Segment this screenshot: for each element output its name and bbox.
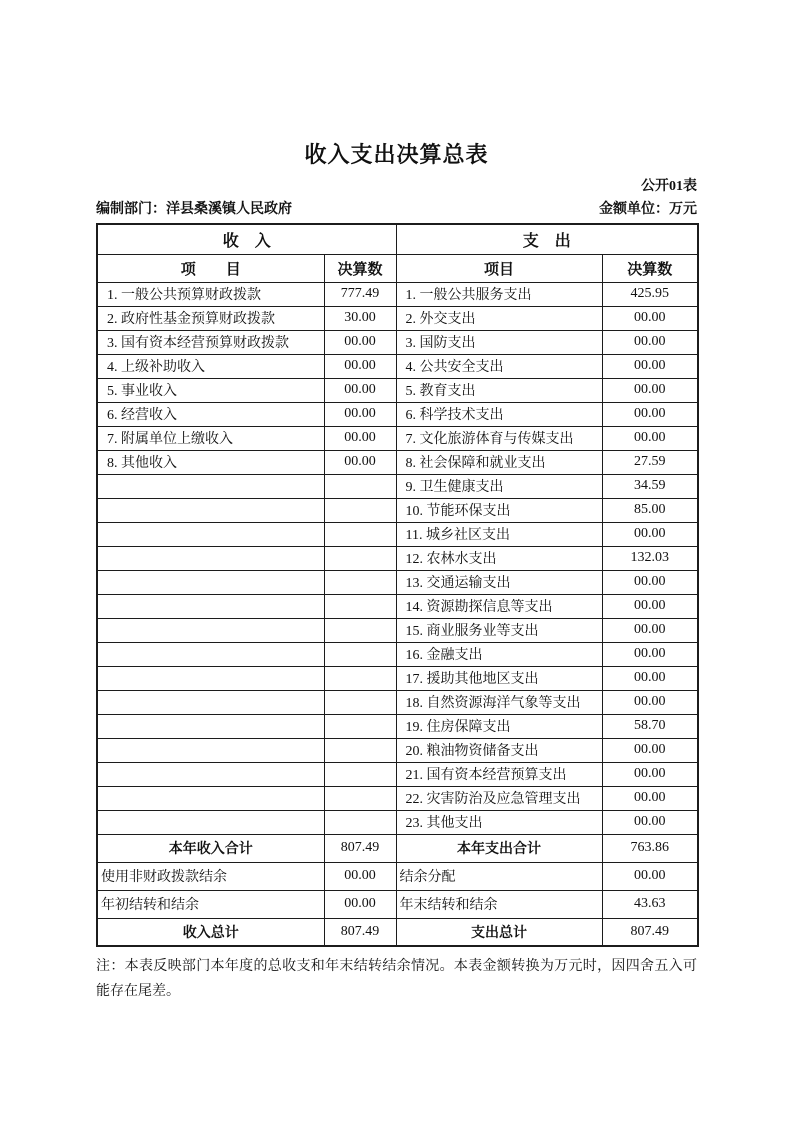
summary-row <box>97 890 698 918</box>
table-row <box>97 618 698 642</box>
expense-section-header: 支 出 <box>396 224 698 254</box>
income-value-cell <box>324 714 396 738</box>
expense-item-cell: 23. 其他支出 <box>396 810 602 834</box>
expense-value-cell: 58.70 <box>602 714 698 738</box>
income-value-cell <box>324 594 396 618</box>
income-value-column-header: 决算数 <box>324 254 396 282</box>
income-value-cell: 00.00 <box>324 450 396 474</box>
expense-item-cell: 3. 国防支出 <box>396 330 602 354</box>
table-row <box>97 450 698 474</box>
table-code-label: 公开01表 <box>641 179 697 194</box>
table-row <box>97 426 698 450</box>
page-title: 收入支出决算总表 <box>304 142 489 167</box>
expense-item-cell: 8. 社会保障和就业支出 <box>396 450 602 474</box>
income-value-cell: 777.49 <box>324 282 396 306</box>
expense-value-cell: 00.00 <box>602 594 698 618</box>
table-row <box>97 714 698 738</box>
income-value-cell <box>324 642 396 666</box>
expense-value-cell: 00.00 <box>602 354 698 378</box>
expense-summary-value-cell: 00.00 <box>602 862 698 890</box>
expense-item-cell: 21. 国有资本经营预算支出 <box>396 762 602 786</box>
expense-item-cell: 5. 教育支出 <box>396 378 602 402</box>
expense-value-cell: 00.00 <box>602 642 698 666</box>
income-item-cell: 7. 附属单位上缴收入 <box>97 426 324 450</box>
expense-item-cell: 14. 资源勘探信息等支出 <box>396 594 602 618</box>
expense-item-cell: 11. 城乡社区支出 <box>396 522 602 546</box>
expense-value-cell: 00.00 <box>602 330 698 354</box>
expense-item-cell: 22. 灾害防治及应急管理支出 <box>396 786 602 810</box>
income-item-cell <box>97 762 324 786</box>
expense-item-column-header: 项目 <box>396 254 602 282</box>
income-item-cell <box>97 522 324 546</box>
expense-value-cell: 00.00 <box>602 306 698 330</box>
income-value-cell <box>324 762 396 786</box>
expense-value-cell: 00.00 <box>602 402 698 426</box>
income-value-cell: 00.00 <box>324 426 396 450</box>
income-summary-item-cell: 收入总计 <box>97 918 324 946</box>
income-value-cell <box>324 474 396 498</box>
income-value-cell <box>324 786 396 810</box>
expense-summary-value-cell: 43.63 <box>602 890 698 918</box>
income-item-cell: 5. 事业收入 <box>97 378 324 402</box>
expense-item-cell: 20. 粮油物资储备支出 <box>396 738 602 762</box>
income-value-cell: 00.00 <box>324 378 396 402</box>
expense-item-cell: 9. 卫生健康支出 <box>396 474 602 498</box>
income-item-cell: 6. 经营收入 <box>97 402 324 426</box>
table-row <box>97 690 698 714</box>
income-summary-item-cell: 年初结转和结余 <box>97 890 324 918</box>
expense-summary-value-cell: 807.49 <box>602 918 698 946</box>
expense-item-cell: 16. 金融支出 <box>396 642 602 666</box>
income-value-cell <box>324 618 396 642</box>
income-value-cell: 30.00 <box>324 306 396 330</box>
income-item-cell: 2. 政府性基金预算财政拨款 <box>97 306 324 330</box>
expense-summary-item-cell: 本年支出合计 <box>396 834 602 862</box>
expense-item-cell: 18. 自然资源海洋气象等支出 <box>396 690 602 714</box>
table-row <box>97 762 698 786</box>
expense-value-cell: 132.03 <box>602 546 698 570</box>
income-item-cell <box>97 714 324 738</box>
table-body <box>97 282 698 946</box>
table-row <box>97 642 698 666</box>
expense-item-cell: 10. 节能环保支出 <box>396 498 602 522</box>
expense-item-cell: 13. 交通运输支出 <box>396 570 602 594</box>
expense-value-cell: 00.00 <box>602 738 698 762</box>
income-section-header: 收 入 <box>97 224 396 254</box>
expense-value-cell: 85.00 <box>602 498 698 522</box>
expense-value-cell: 00.00 <box>602 618 698 642</box>
table-row <box>97 522 698 546</box>
income-item-cell <box>97 666 324 690</box>
table-row <box>97 474 698 498</box>
expense-value-cell: 00.00 <box>602 570 698 594</box>
expense-value-cell: 00.00 <box>602 522 698 546</box>
expense-value-cell: 00.00 <box>602 762 698 786</box>
income-item-cell <box>97 690 324 714</box>
table-row <box>97 786 698 810</box>
income-value-cell: 00.00 <box>324 402 396 426</box>
table-row <box>97 306 698 330</box>
income-summary-value-cell: 00.00 <box>324 862 396 890</box>
income-item-cell: 8. 其他收入 <box>97 450 324 474</box>
income-item-cell <box>97 546 324 570</box>
income-item-cell <box>97 474 324 498</box>
income-item-cell <box>97 810 324 834</box>
income-summary-value-cell: 00.00 <box>324 890 396 918</box>
table-row <box>97 810 698 834</box>
income-summary-item-cell: 使用非财政拨款结余 <box>97 862 324 890</box>
income-item-cell <box>97 594 324 618</box>
income-item-cell <box>97 738 324 762</box>
table-row <box>97 354 698 378</box>
expense-item-cell: 15. 商业服务业等支出 <box>396 618 602 642</box>
expense-summary-item-cell: 年末结转和结余 <box>396 890 602 918</box>
expense-value-cell: 00.00 <box>602 786 698 810</box>
expense-value-cell: 00.00 <box>602 426 698 450</box>
summary-row <box>97 918 698 946</box>
expense-summary-item-cell: 结余分配 <box>396 862 602 890</box>
table-row <box>97 738 698 762</box>
expense-value-cell: 34.59 <box>602 474 698 498</box>
income-value-cell <box>324 666 396 690</box>
table-row <box>97 570 698 594</box>
income-item-cell: 3. 国有资本经营预算财政拨款 <box>97 330 324 354</box>
table-row <box>97 378 698 402</box>
income-value-cell <box>324 810 396 834</box>
expense-item-cell: 19. 住房保障支出 <box>396 714 602 738</box>
income-item-cell <box>97 642 324 666</box>
unit-label: 金额单位：万元 <box>599 202 697 217</box>
expense-value-cell: 00.00 <box>602 378 698 402</box>
column-header-row <box>97 254 698 282</box>
income-value-cell <box>324 498 396 522</box>
expense-value-cell: 00.00 <box>602 666 698 690</box>
table-row <box>97 666 698 690</box>
table-row <box>97 594 698 618</box>
income-item-cell <box>97 570 324 594</box>
expense-value-cell: 00.00 <box>602 690 698 714</box>
income-item-cell: 4. 上级补助收入 <box>97 354 324 378</box>
expense-item-cell: 6. 科学技术支出 <box>396 402 602 426</box>
income-summary-value-cell: 807.49 <box>324 918 396 946</box>
income-value-cell <box>324 570 396 594</box>
income-value-cell <box>324 690 396 714</box>
income-value-cell <box>324 738 396 762</box>
table-row <box>97 546 698 570</box>
income-item-cell: 1. 一般公共预算财政拨款 <box>97 282 324 306</box>
expense-value-cell: 27.59 <box>602 450 698 474</box>
table-row <box>97 330 698 354</box>
income-item-cell <box>97 618 324 642</box>
income-value-cell: 00.00 <box>324 354 396 378</box>
income-value-cell: 00.00 <box>324 330 396 354</box>
table-row <box>97 498 698 522</box>
prepared-by-label: 编制部门：洋县桑溪镇人民政府 <box>96 202 292 217</box>
income-value-cell <box>324 522 396 546</box>
income-summary-value-cell: 807.49 <box>324 834 396 862</box>
income-summary-item-cell: 本年收入合计 <box>97 834 324 862</box>
expense-item-cell: 17. 援助其他地区支出 <box>396 666 602 690</box>
expense-summary-value-cell: 763.86 <box>602 834 698 862</box>
expense-item-cell: 4. 公共安全支出 <box>396 354 602 378</box>
budget-table <box>96 223 699 947</box>
expense-item-cell: 7. 文化旅游体育与传媒支出 <box>396 426 602 450</box>
note-text: 注：本表反映部门本年度的总收支和年末结转结余情况。本表金额转换为万元时，因四舍五入可能存在尾差。 <box>96 959 697 999</box>
expense-item-cell: 12. 农林水支出 <box>396 546 602 570</box>
income-item-cell <box>97 498 324 522</box>
section-header-row <box>97 224 698 254</box>
expense-value-column-header: 决算数 <box>602 254 698 282</box>
summary-row <box>97 834 698 862</box>
income-value-cell <box>324 546 396 570</box>
table-row <box>97 402 698 426</box>
table-row <box>97 282 698 306</box>
expense-item-cell: 2. 外交支出 <box>396 306 602 330</box>
expense-summary-item-cell: 支出总计 <box>396 918 602 946</box>
income-item-column-header: 项 目 <box>97 254 324 282</box>
income-item-cell <box>97 786 324 810</box>
meta-row <box>96 202 697 218</box>
expense-value-cell: 425.95 <box>602 282 698 306</box>
expense-value-cell: 00.00 <box>602 810 698 834</box>
expense-item-cell: 1. 一般公共服务支出 <box>396 282 602 306</box>
summary-row <box>97 862 698 890</box>
